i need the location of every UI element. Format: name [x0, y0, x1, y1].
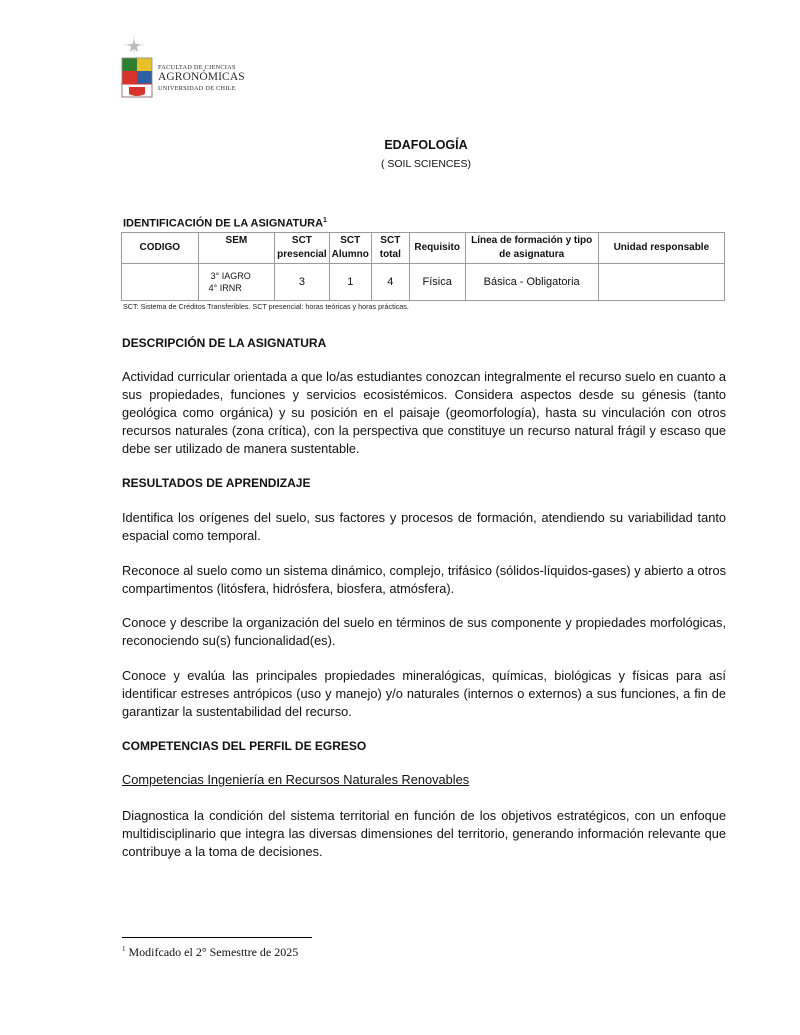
sct-note: SCT: Sistema de Créditos Transferibles. SCT presencial: horas teóricas y horas prácticas.: [123, 302, 409, 311]
footnote-number: 1: [122, 945, 126, 953]
description-text: Actividad curricular orientada a que lo/as estudiantes conozcan integralmente el recurso suelo en cuanto a sus propiedades, funciones y servicios ecosistémicos. Considera aspectos desde su génesis (tanto geológica como orgánica) y su posición en el paisaje (geomorfología), hasta su vinculación con otros recursos naturales (zona crítica), con la perspectiva que constituye un recurso natural frágil y escaso que debe ser utilizado de manera sustentable.: [122, 369, 726, 456]
header-requisito: Requisito: [409, 233, 465, 264]
university-crest-icon: [120, 36, 156, 100]
cell-sem-line2: 4° IRNR: [208, 283, 242, 293]
competencies-heading: COMPETENCIAS DEL PERFIL DE EGRESO: [122, 739, 367, 753]
header-sct-presencial-line2: presencial: [277, 249, 327, 260]
header-unidad-responsable: Unidad responsable: [598, 233, 724, 264]
page-subtitle: ( SOIL SCIENCES): [380, 158, 472, 170]
cell-sem-line1: 3° IAGRO: [210, 271, 251, 281]
table-row: [122, 264, 725, 301]
result-item-2: Reconoce al suelo como un sistema dinámico, complejo, trifásico (sólidos-líquidos-gases) y abierto a otros compartimentos (litósfera, hidrósfera, biosfera, atmósfera).: [122, 563, 726, 596]
result-item-1: Identifica los orígenes del suelo, sus factores y procesos de formación, atendiendo su variabilidad tanto espacial como temporal.: [122, 510, 726, 543]
logo-line-agronomicas: AGRONÓMICAS: [158, 71, 245, 84]
header-sct-total-line1: SCT: [380, 235, 401, 246]
cell-sct-presencial: 3: [275, 264, 329, 301]
cell-linea-formacion: Básica - Obligatoria: [465, 264, 598, 301]
description-heading: DESCRIPCIÓN DE LA ASIGNATURA: [122, 336, 327, 350]
header-linea-line1: Línea de formación y tipo: [471, 235, 593, 246]
results-heading: RESULTADOS DE APRENDIZAJE: [122, 476, 311, 490]
logo-line-faculty: FACULTAD DE CIENCIAS: [158, 64, 236, 71]
competencies-text: Diagnostica la condición del sistema territorial en función de los objetivos estratégicos, con un enfoque multidisciplinario que integra las diversas dimensiones del territorio, generando información relevante que contribuye a la toma de decisiones.: [122, 808, 726, 859]
header-sem: SEM: [198, 233, 275, 264]
result-item-3: Conoce y describe la organización del suelo en términos de sus componente y propiedades morfológicas, reconociendo su(s) funcionalidad(es).: [122, 615, 726, 648]
faculty-logo: [120, 36, 250, 100]
footnote-text: Modifcado el 2° Semesttre de 2025: [125, 945, 299, 959]
cell-sct-total: 4: [371, 264, 409, 301]
cell-sem: [198, 264, 275, 301]
header-codigo: CODIGO: [122, 233, 199, 264]
header-sct-alumno: [329, 233, 371, 264]
cell-requisito: Física: [409, 264, 465, 301]
header-sct-alumno-line2: Alumno: [331, 249, 369, 260]
cell-codigo: [122, 264, 199, 301]
header-linea-line2: de asignatura: [499, 249, 565, 260]
footnote-reference: 1: [323, 217, 327, 224]
header-sct-presencial-line1: SCT: [291, 235, 312, 246]
identification-table: [121, 232, 725, 301]
header-sct-presencial: [275, 233, 329, 264]
result-item-4: Conoce y evalúa las principales propiedades mineralógicas, químicas, biológicas y físicas para así identificar estreses antrópicos (uso y manejo) y/o naturales (internos o externos) a sus funciones, a fin de garantizar la sustentabilidad del recurso.: [122, 668, 726, 719]
table-header-row: [122, 233, 725, 264]
logo-line-university: UNIVERSIDAD DE CHILE: [158, 84, 236, 92]
header-sct-total: [371, 233, 409, 264]
identification-heading-text: IDENTIFICACIÓN DE LA ASIGNATURA: [123, 217, 324, 230]
competencies-subheading: Competencias Ingeniería en Recursos Naturales Renovables: [122, 772, 470, 787]
header-linea-formacion: [465, 233, 598, 264]
cell-sct-alumno: 1: [329, 264, 371, 301]
cell-unidad-responsable: [598, 264, 724, 301]
header-sct-alumno-line1: SCT: [340, 235, 361, 246]
page-title: EDAFOLOGÍA: [384, 138, 468, 152]
footnote-divider: [122, 937, 312, 938]
identification-heading: [123, 217, 327, 230]
footnote: [122, 945, 298, 960]
header-sct-total-line2: total: [379, 249, 401, 260]
